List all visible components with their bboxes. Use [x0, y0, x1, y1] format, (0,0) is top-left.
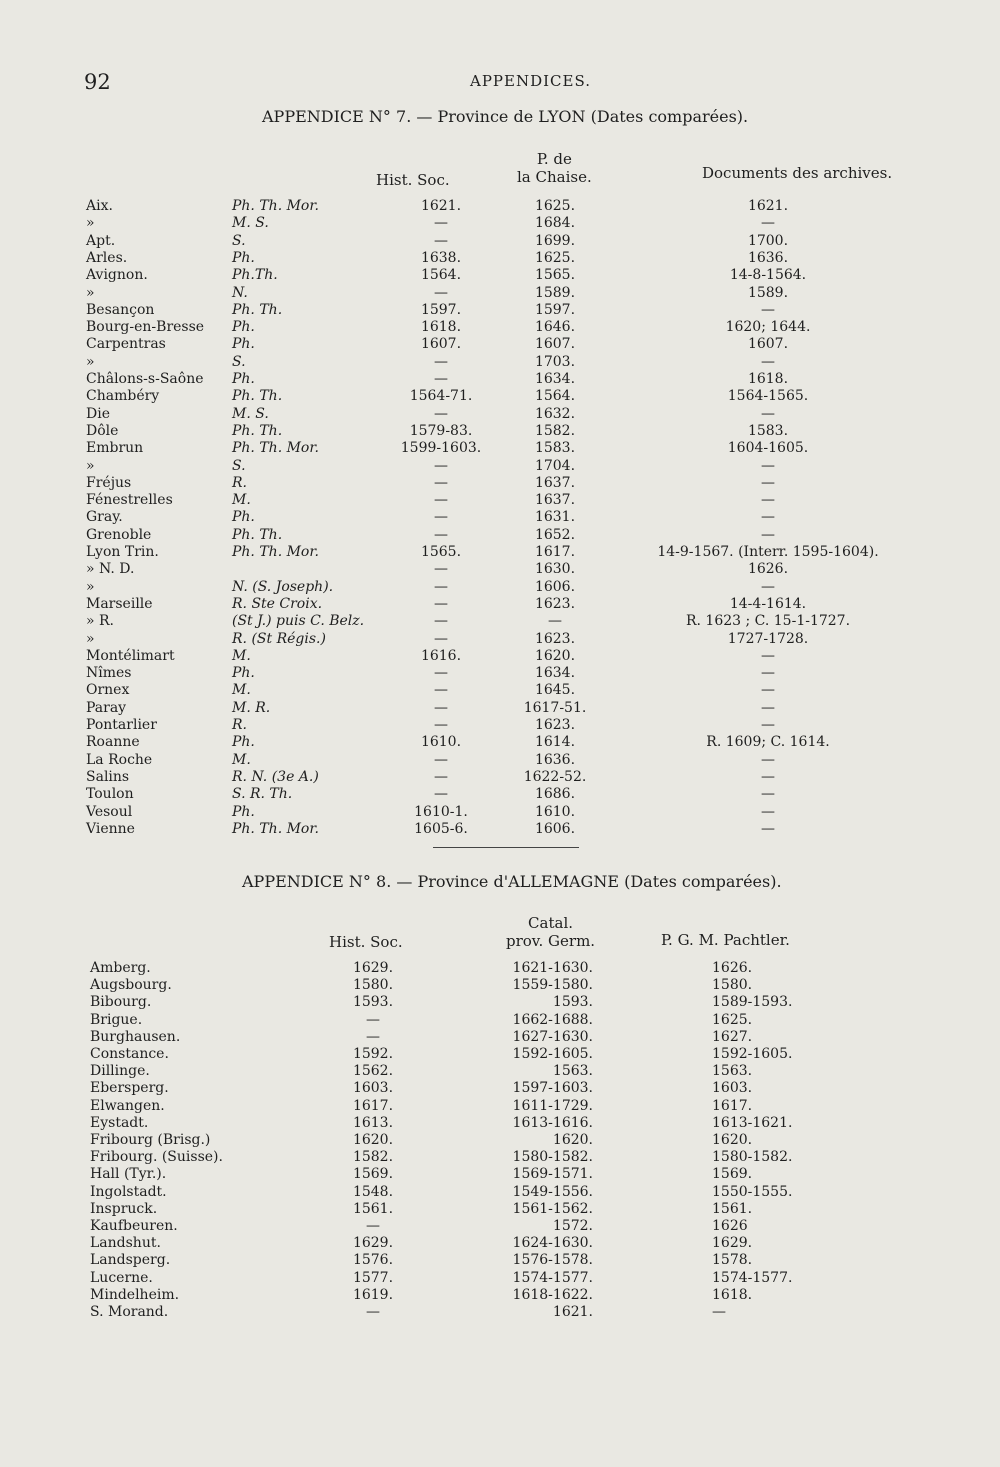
- house-type: M.: [232, 492, 251, 509]
- house-type: M.: [232, 751, 251, 768]
- house-type: Ph.: [232, 371, 255, 387]
- pachtler-date: 1613-1621.: [712, 1114, 793, 1131]
- house-name: Fénestrelles: [86, 492, 173, 509]
- house-name: Burghausen.: [90, 1028, 181, 1045]
- house-name: Augsbourg.: [90, 977, 172, 994]
- house-name: Constance.: [90, 1046, 169, 1062]
- pachtler-date: 1629.: [712, 1235, 753, 1252]
- house-type: Ph.: [232, 665, 255, 682]
- house-name: Dôle: [86, 422, 119, 439]
- house-name: Ingolstadt.: [90, 1183, 167, 1200]
- house-type: Ph. Th.: [232, 301, 283, 318]
- house-name: Fréjus: [86, 474, 132, 491]
- house-name: Montélimart: [86, 647, 175, 664]
- house-type: Ph.: [232, 336, 255, 353]
- house-type: (St J.) puis C. Belz.: [232, 613, 365, 630]
- section-divider: [433, 847, 579, 848]
- house-type: Ph. Th. Mor.: [232, 440, 319, 457]
- house-type: Ph.: [232, 803, 255, 820]
- house-type: N. (S. Joseph).: [232, 578, 334, 595]
- pachtler-date: 1580-1582.: [712, 1149, 793, 1166]
- house-name: » N. D.: [86, 561, 135, 578]
- house-name: Embrun: [86, 440, 144, 457]
- pachtler-date: 1561.: [712, 1200, 753, 1217]
- house-name: Pontarlier: [86, 717, 157, 733]
- house-type: S.: [232, 232, 246, 249]
- house-type: M. S.: [232, 405, 269, 422]
- house-type: M.: [232, 682, 251, 699]
- house-type: Ph. Th.: [232, 388, 283, 405]
- house-type: R.: [232, 717, 247, 733]
- house-name: »: [86, 630, 95, 647]
- pachtler-date: 1617.: [712, 1097, 753, 1114]
- house-name: Apt.: [86, 232, 116, 249]
- house-name: Amberg.: [90, 960, 151, 976]
- house-name: Carpentras: [86, 336, 166, 353]
- house-type: Ph.Th.: [232, 267, 278, 284]
- house-name: Elwangen.: [90, 1097, 165, 1114]
- pachtler-date: 1603.: [712, 1080, 753, 1097]
- pachtler-date: —: [712, 1304, 726, 1320]
- house-name: »: [86, 353, 95, 370]
- house-name: Bourg-en-Bresse: [86, 319, 205, 336]
- house-name: Lyon Trin.: [86, 544, 159, 560]
- house-name: Hall (Tyr.).: [90, 1166, 167, 1183]
- house-name: La Roche: [86, 751, 153, 768]
- house-type: M. S.: [232, 215, 269, 232]
- house-name: Toulon: [86, 786, 134, 803]
- house-name: Roanne: [86, 734, 140, 751]
- house-name: Ornex: [86, 682, 130, 699]
- house-type: R.: [232, 474, 247, 491]
- pachtler-date: 1626.: [712, 960, 753, 976]
- house-type: Ph. Th. Mor.: [232, 544, 319, 560]
- house-name: Avignon.: [86, 267, 148, 284]
- pachtler-date: 1580.: [712, 977, 753, 994]
- house-type: R. N. (3e A.): [232, 768, 319, 785]
- house-type: R. (St Régis.): [232, 630, 326, 647]
- house-type: Ph. Th.: [232, 422, 283, 439]
- pachtler-date: 1569.: [712, 1166, 753, 1183]
- house-name: » R.: [86, 613, 115, 630]
- house-name: Dillinge.: [90, 1063, 150, 1080]
- house-name: Vesoul: [86, 803, 133, 820]
- house-name: »: [86, 457, 95, 474]
- house-name: Gray.: [86, 509, 123, 526]
- pachtler-date: 1550-1555.: [712, 1183, 793, 1200]
- house-name: Ebersperg.: [90, 1080, 169, 1097]
- house-name: »: [86, 215, 95, 232]
- appendix7-header-hist: Hist. Soc.: [376, 171, 450, 189]
- house-name: S. Morand.: [90, 1304, 169, 1320]
- house-name: Arles.: [86, 249, 128, 266]
- appendix8-title: APPENDICE N° 8. — Province d'ALLEMAGNE (Dates comparées).: [242, 872, 782, 891]
- house-type: M.: [232, 647, 251, 664]
- house-type: Ph. Th. Mor.: [232, 820, 319, 837]
- house-type: Ph. Th. Mor.: [232, 198, 319, 214]
- house-name: Nîmes: [86, 665, 132, 682]
- pachtler-date: 1626: [712, 1218, 748, 1234]
- house-name: Châlons-s-Saône: [86, 371, 204, 387]
- house-type: S.: [232, 353, 246, 370]
- house-name: Marseille: [86, 595, 153, 612]
- pachtler-date: 1627.: [712, 1028, 753, 1045]
- appendix8-header-pachtler: P. G. M. Pachtler.: [661, 931, 790, 949]
- house-name: »: [86, 284, 95, 301]
- appendix8-header-hist: Hist. Soc.: [329, 933, 403, 951]
- house-name: Chambéry: [86, 388, 160, 405]
- appendix8-header-catal: Catal. prov. Germ.: [506, 914, 596, 950]
- pachtler-date: 1574-1577.: [712, 1269, 793, 1286]
- appendix7-title: APPENDICE N° 7. — Province de LYON (Dates comparées).: [262, 107, 749, 126]
- appendix7-header-chaise: P. de la Chaise.: [517, 150, 592, 186]
- house-name: Bibourg.: [90, 994, 152, 1011]
- house-name: Kaufbeuren.: [90, 1218, 178, 1234]
- house-type: Ph. Th.: [232, 526, 283, 543]
- pachtler-date: 1592-1605.: [712, 1046, 793, 1062]
- pachtler-date: 1578.: [712, 1252, 753, 1269]
- house-name: Paray: [86, 699, 127, 716]
- house-type: Ph.: [232, 249, 255, 266]
- house-type: N.: [232, 284, 248, 301]
- page-number: 92: [84, 70, 111, 94]
- house-name: Vienne: [86, 820, 135, 837]
- document-page: 92 APPENDICES. APPENDICE N° 7. — Province de LYON (Dates comparées). Hist. Soc. P. de la Chaise. Documents des archives. Aix. Ph. Th. Mor. 1621. 1625. 1621. » M. S. — 1684. — Apt. S. — 1699. 1700. Arles. Ph. 1638. 1625. 1636. Avignon. Ph.Th. 1564. 1565. 14-8-1564. » N. — 1589. 1589. Besançon Ph. Th. 1597. 1597. — Bourg-en-Bresse Ph. 1618. 1646. 1620; 1644. Carpentras Ph. 1607. 1607. 1607. » S. — 1703. — Châlons-s-Saône Ph. — 1634. 1618. Chambéry Ph. Th. 1564-71. 1564. 1564-1565. Die M. S. — 1632. — Dôle Ph. Th. 1579-83. 1582. 1583. Embrun Ph. Th. Mor. 1599-1603. 1583. 1604-1605. » S. — 1704. — Fréjus R. — 1637. — Fénestrelles M. — 1637. — Gray. Ph. — 1631. — Grenoble Ph. Th. — 1652. — Lyon Trin. Ph. Th. Mor. 1565. 1617. 14-9-1567. (Interr. 1595-1604). » N. D. — 1630. 1626. » N. (S. Joseph). — 1606. — Marseille R. Ste Croix. — 1623. 14-4-1614. » R. (St J.) puis C. Belz. — — R. 1623 ; C. 15-1-1727. » R. (St Régis.) — 1623. 1727-1728. Montélimart M. 1616. 1620. — Nîmes Ph. — 1634. — Ornex M. — 1645. — Paray M. R. — 1617-51. — Pontarlier R. — 1623. — Roanne Ph. 1610. 1614. R. 1609; C. 1614. La Roche M. — 1636. — Salins R. N. (3e A.) — 1622-52. — Toulon S. R. Th. — 1686. — Vesoul Ph. 1610-1. 1610. — Vienne Ph. Th. Mor. 1605-6. 1606. — APPENDICE N° 8. — Province d'ALLEMAGNE (Dates comparées). Hist. Soc. Catal. prov. Germ. P. G. M. Pachtler. Amberg. 1629. 1621-1630. 1626. Augsbourg. 1580. 1559-1580. 1580. Bibourg. 1593. 1593. 1589-1593. Brigue. — 1662-1688. 1625. Burghausen. — 1627-1630. 1627. Constance. 1592. 1592-1605. 1592-1605. Dillinge. 1562. 1563. 1563. Ebersperg. 1603. 1597-1603. 1603. Elwangen. 1617. 1611-1729. 1617. Eystadt. 1613. 1613-1616. 1613-1621. Fribourg (Brisg.) 1620. 1620. 1620. Fribourg. (Suisse). 1582. 1580-1582. 1580-1582. Hall (Tyr.). 1569. 1569-1571. 1569. Ingolstadt. 1548. 1549-1556. 1550-1555. Inspruck. 1561. 1561-1562. 1561. Kaufbeuren. — 1572. 1626 Landshut. 1629. 1624-1630. 1629. Landsperg. 1576. 1576-1578. 1578. Lucerne. 1577. 1574-1577. 1574-1577. Mindelheim. 1619. 1618-1622. 1618. S. Morand. — 1621. —: [84, 70, 893, 1320]
- house-type: R. Ste Croix.: [232, 595, 323, 612]
- house-type: S.: [232, 457, 246, 474]
- house-name: Lucerne.: [90, 1269, 153, 1286]
- house-name: Eystadt.: [90, 1114, 149, 1131]
- house-name: Fribourg (Brisg.): [90, 1132, 211, 1148]
- pachtler-date: 1620.: [712, 1132, 753, 1148]
- house-name: Inspruck.: [90, 1200, 158, 1217]
- house-name: Besançon: [86, 301, 155, 318]
- house-name: Brigue.: [90, 1011, 143, 1028]
- house-name: »: [86, 578, 95, 595]
- pachtler-date: 1625.: [712, 1011, 753, 1028]
- appendix7-header-docs: Documents des archives.: [702, 164, 893, 182]
- pachtler-date: 1563.: [712, 1063, 753, 1080]
- house-type: S. R. Th.: [232, 786, 293, 803]
- house-name: Grenoble: [86, 526, 152, 543]
- house-name: Aix.: [86, 198, 113, 214]
- running-head: APPENDICES.: [470, 72, 591, 90]
- pachtler-date: 1618.: [712, 1286, 753, 1303]
- house-name: Landsperg.: [90, 1252, 171, 1269]
- house-type: M. R.: [232, 699, 271, 716]
- house-type: Ph.: [232, 509, 255, 526]
- pachtler-date: 1589-1593.: [712, 994, 793, 1011]
- house-name: Landshut.: [90, 1235, 161, 1252]
- house-name: Mindelheim.: [90, 1286, 180, 1303]
- house-name: Die: [86, 405, 110, 422]
- house-name: Salins: [86, 768, 130, 785]
- house-type: Ph.: [232, 319, 255, 336]
- house-name: Fribourg. (Suisse).: [90, 1149, 223, 1166]
- house-type: Ph.: [232, 734, 255, 751]
